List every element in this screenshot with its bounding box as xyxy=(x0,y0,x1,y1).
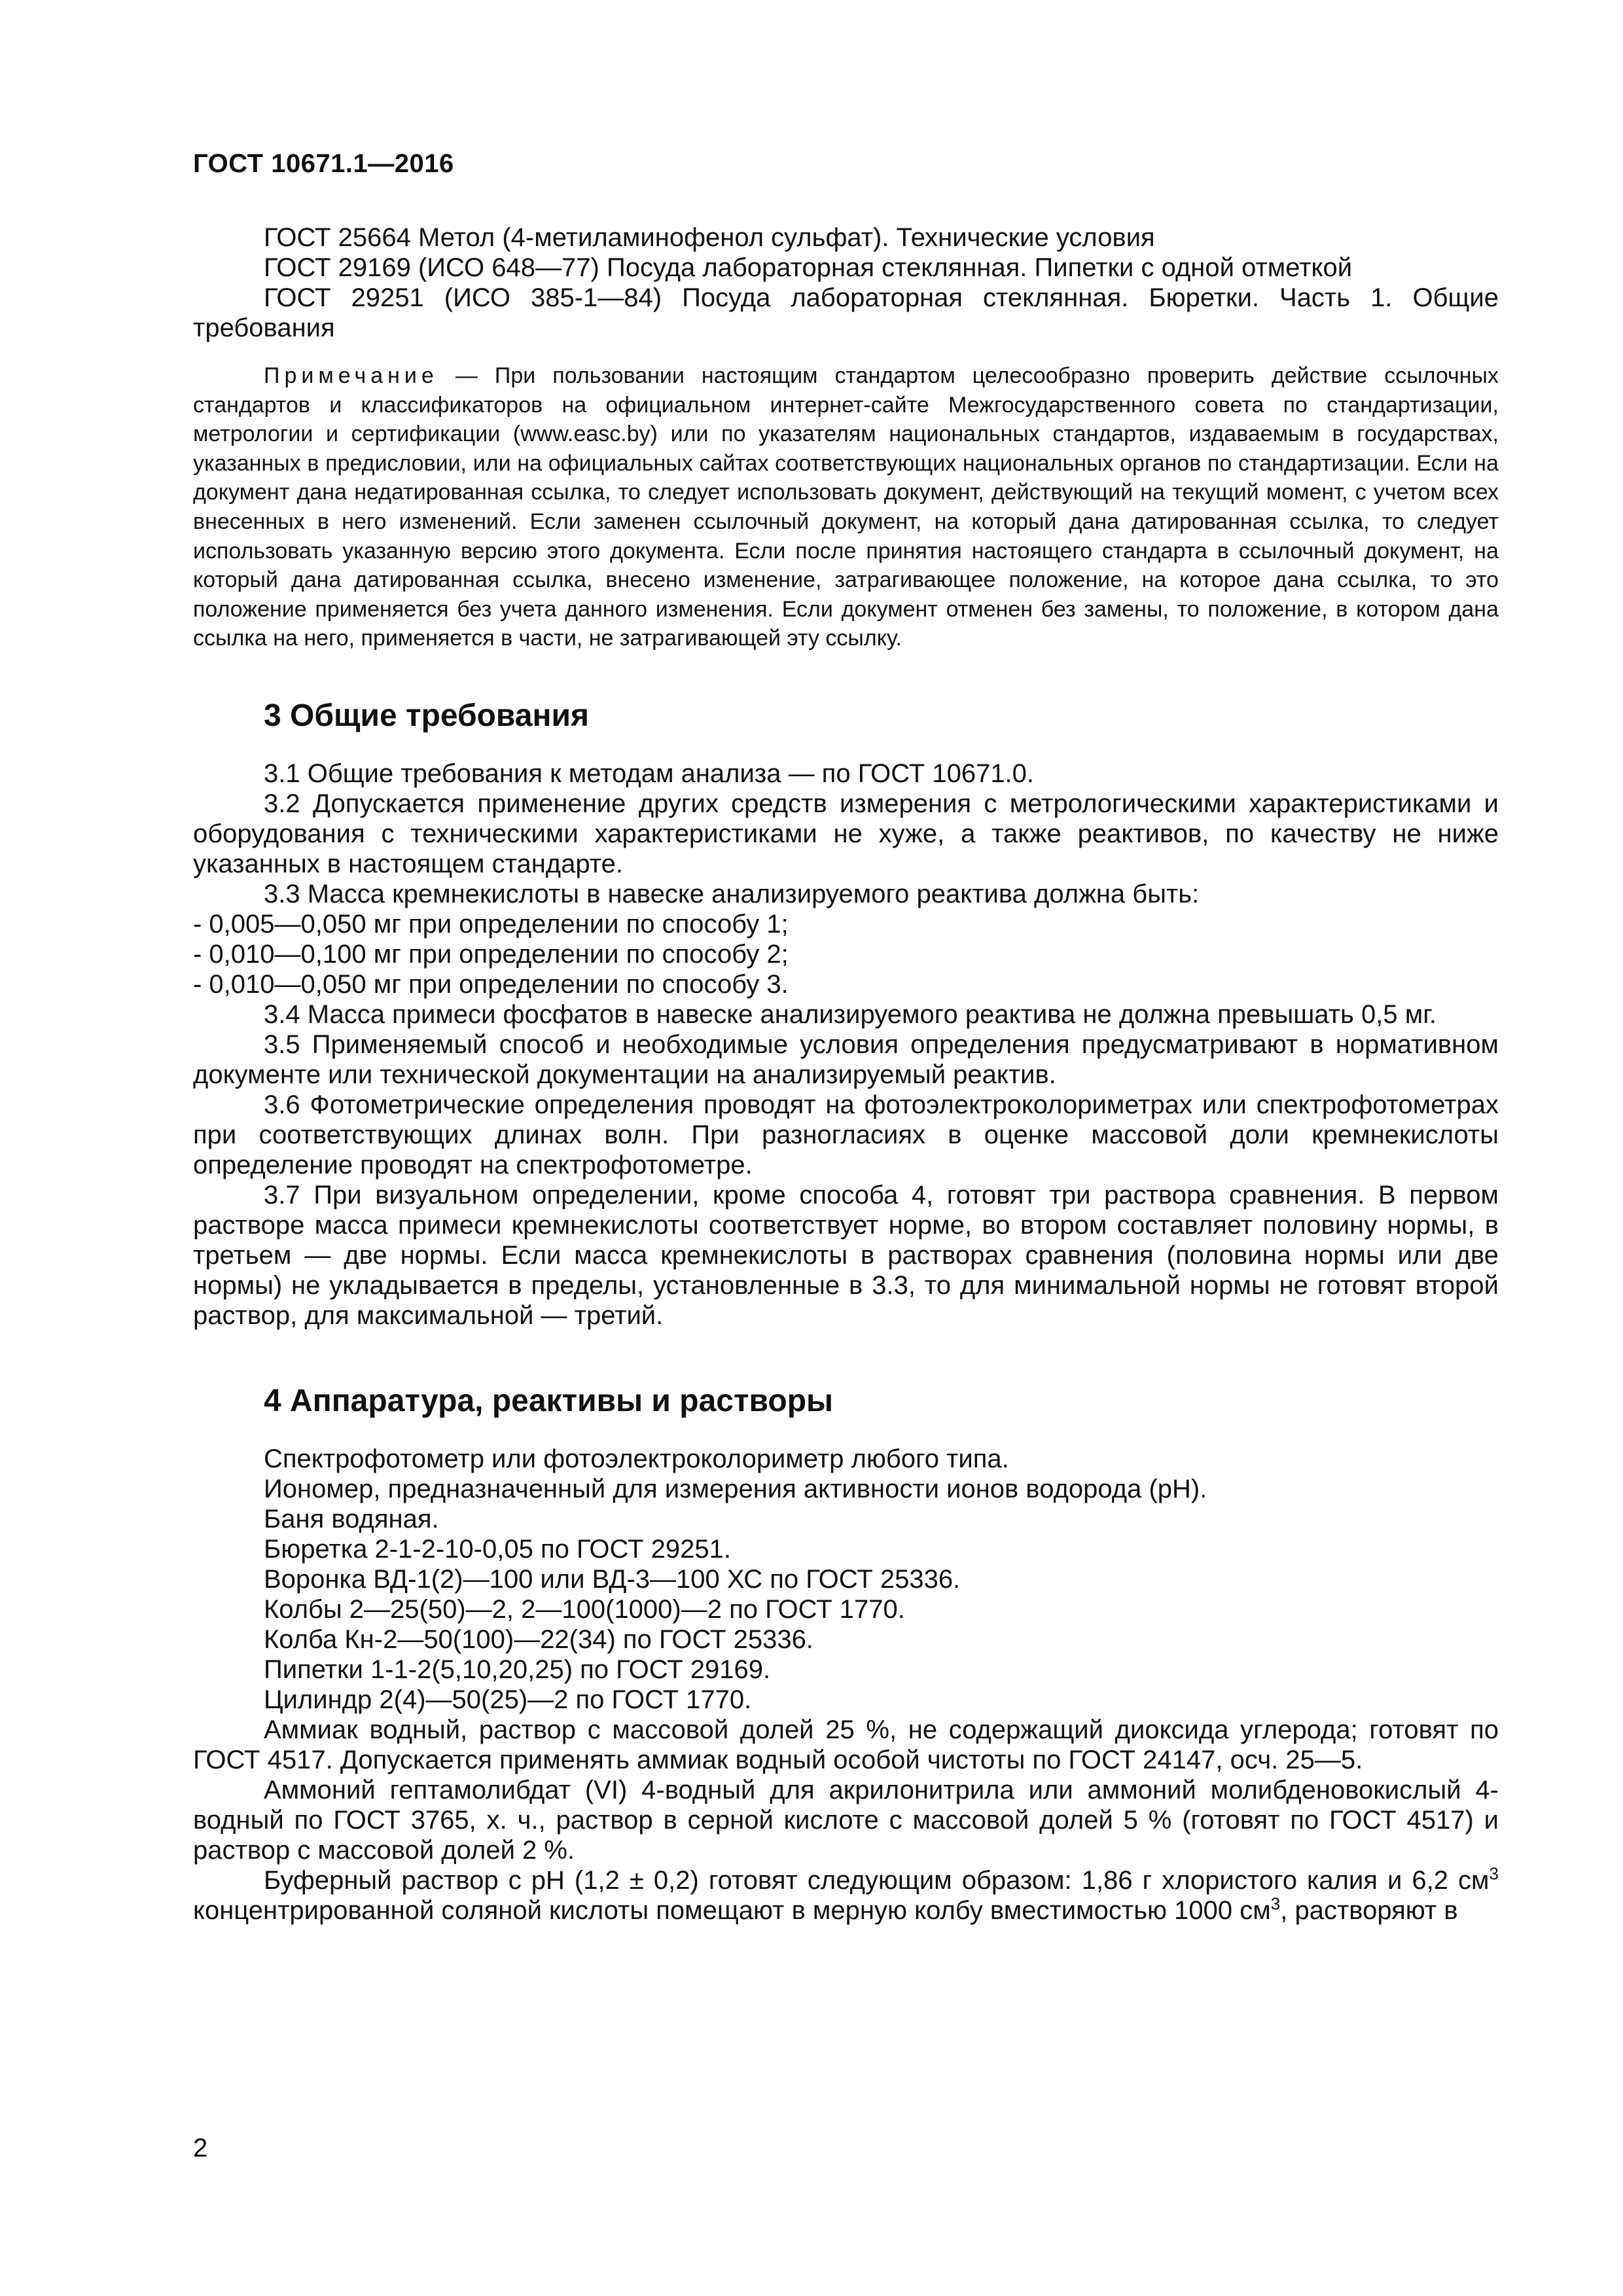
reference-item: ГОСТ 29169 (ИСО 648—77) Посуда лабораторная стеклянная. Пипетки с одной отметкой xyxy=(264,253,1353,282)
equipment-item: Пипетки 1-1-2(5,10,20,25) по ГОСТ 29169. xyxy=(264,1655,771,1684)
note-text: — При пользовании настоящим стандартом целесообразно проверить действие ссылочных стандартов и классификаторов на официальном интернет-сайте Межгосударственного совета по стандартизации, метрологии и сертификации (www.easc.by) или по указателям национальных стандартов, издаваемым в государствах, указанных в предисловии, или на официальных сайтах соответствующих национальных органов по стандартизации. Если на документ дана недатированная ссылка, то следует использовать документ, действующий на текущий момент, с учетом всех внесенных в него изменений. Если заменен ссылочный документ, на который дана датированная ссылка, то следует использовать указанную версию этого документа. Если после принятия настоящего стандарта в ссылочный документ, на который дана датированная ссылка, внесено изменение, затрагивающее положение, на которое дана ссылка, то это положение применяется без учета данного изменения. Если документ отменен без замены, то положение, в котором дана ссылка на него, применяется в части, не затрагивающей эту ссылку. xyxy=(193,363,1499,651)
reference-item: ГОСТ 25664 Метол (4-метиламинофенол сульфат). Технические условия xyxy=(264,223,1155,252)
page-number: 2 xyxy=(193,2134,208,2162)
note-label: Примечание xyxy=(264,363,438,388)
reference-item: ГОСТ 29251 (ИСО 385-1—84) Посуда лабораторная стеклянная. Бюретки. Часть 1. Общие требования xyxy=(193,283,1499,342)
buffer-paragraph xyxy=(193,1865,1499,1926)
equipment-item: Колбы 2—25(50)—2, 2—100(1000)—2 по ГОСТ 1770. xyxy=(264,1594,905,1624)
ammonia-paragraph: Аммиак водный, раствор с массовой долей 25 %, не содержащий диоксида углерода; готовят по ГОСТ 4517. Допускается применять аммиак водный особой чистоты по ГОСТ 24147, осч. 25—5. xyxy=(193,1715,1499,1774)
buffer-text-3: , растворяют в xyxy=(1280,1895,1458,1925)
clause-3-5: 3.5 Применяемый способ и необходимые условия определения предусматривают в нормативном документе или технической документации на анализируемый реактив. xyxy=(193,1030,1499,1089)
list-item: - 0,005—0,050 мг при определении по способу 1; xyxy=(193,909,789,939)
clause-3-4: 3.4 Масса примеси фосфатов в навеске анализируемого реактива не должна превышать 0,5 мг. xyxy=(264,999,1437,1029)
clause-3-3: 3.3 Масса кремнекислоты в навеске анализируемого реактива должна быть: xyxy=(264,879,1200,908)
list-item: - 0,010—0,100 мг при определении по способу 2; xyxy=(193,939,789,969)
equipment-item: Колба Кн-2—50(100)—22(34) по ГОСТ 25336. xyxy=(264,1624,813,1654)
note-paragraph xyxy=(193,361,1499,653)
equipment-item: Спектрофотометр или фотоэлектроколориметр любого типа. xyxy=(264,1444,1009,1473)
clause-3-6: 3.6 Фотометрические определения проводят на фотоэлектроколориметрах или спектрофотометрах при соответствующих длинах волн. При разногласиях в оценке массовой доли кремнекислоты определение проводят на спектрофотометре. xyxy=(193,1090,1499,1179)
section-4-body xyxy=(193,1444,1499,1926)
superscript: 3 xyxy=(1489,1863,1499,1884)
equipment-item: Баня водяная. xyxy=(264,1504,439,1534)
buffer-text-1: Буферный раствор с pH (1,2 ± 0,2) готовят следующим образом: 1,86 г хлористого калия и 6,2 см xyxy=(264,1865,1489,1895)
equipment-item: Бюретка 2-1-2-10-0,05 по ГОСТ 29251. xyxy=(264,1534,731,1564)
clause-3-2: 3.2 Допускается применение других средств измерения с метрологическими характеристиками и оборудования с техническими характеристиками не хуже, а также реактивов, по качеству не ниже указанных в настоящем стандарте. xyxy=(193,789,1499,878)
clause-3-1: 3.1 Общие требования к методам анализа — по ГОСТ 10671.0. xyxy=(264,759,1035,788)
list-item: - 0,010—0,050 мг при определении по способу 3. xyxy=(193,969,789,999)
page-content xyxy=(193,223,1499,1926)
clause-3-7: 3.7 При визуальном определении, кроме способа 4, готовят три раствора сравнения. В первом растворе масса примеси кремнекислоты соответствует норме, во втором составляет половину нормы, в третьем — две нормы. Если масса кремнекислоты в растворах сравнения (половина нормы или две нормы) не укладывается в пределы, установленные в 3.3, то для минимальной нормы не готовят второй раствор, для максимальной — третий. xyxy=(193,1180,1499,1330)
section-3-body xyxy=(193,759,1499,1331)
section-4-title: 4 Аппаратура, реактивы и растворы xyxy=(264,1383,833,1418)
equipment-item: Цилиндр 2(4)—50(25)—2 по ГОСТ 1770. xyxy=(264,1685,752,1714)
document-header: ГОСТ 10671.1—2016 xyxy=(193,149,454,178)
superscript: 3 xyxy=(1270,1893,1281,1914)
equipment-item: Иономер, предназначенный для измерения активности ионов водорода (pH). xyxy=(264,1474,1207,1503)
molybdate-paragraph: Аммоний гептамолибдат (VI) 4-водный для акрилонитрила или аммоний молибденовокислый 4-водный по ГОСТ 3765, х. ч., раствор в серной кислоте с массовой долей 5 % (готовят по ГОСТ 4517) и раствор с массовой долей 2 %. xyxy=(193,1775,1499,1865)
equipment-item: Воронка ВД-1(2)—100 или ВД-3—100 ХС по ГОСТ 25336. xyxy=(264,1564,961,1594)
section-3-title: 3 Общие требования xyxy=(264,698,589,733)
buffer-text-2: концентрированной соляной кислоты помещают в мерную колбу вместимостью 1000 см xyxy=(193,1895,1271,1925)
